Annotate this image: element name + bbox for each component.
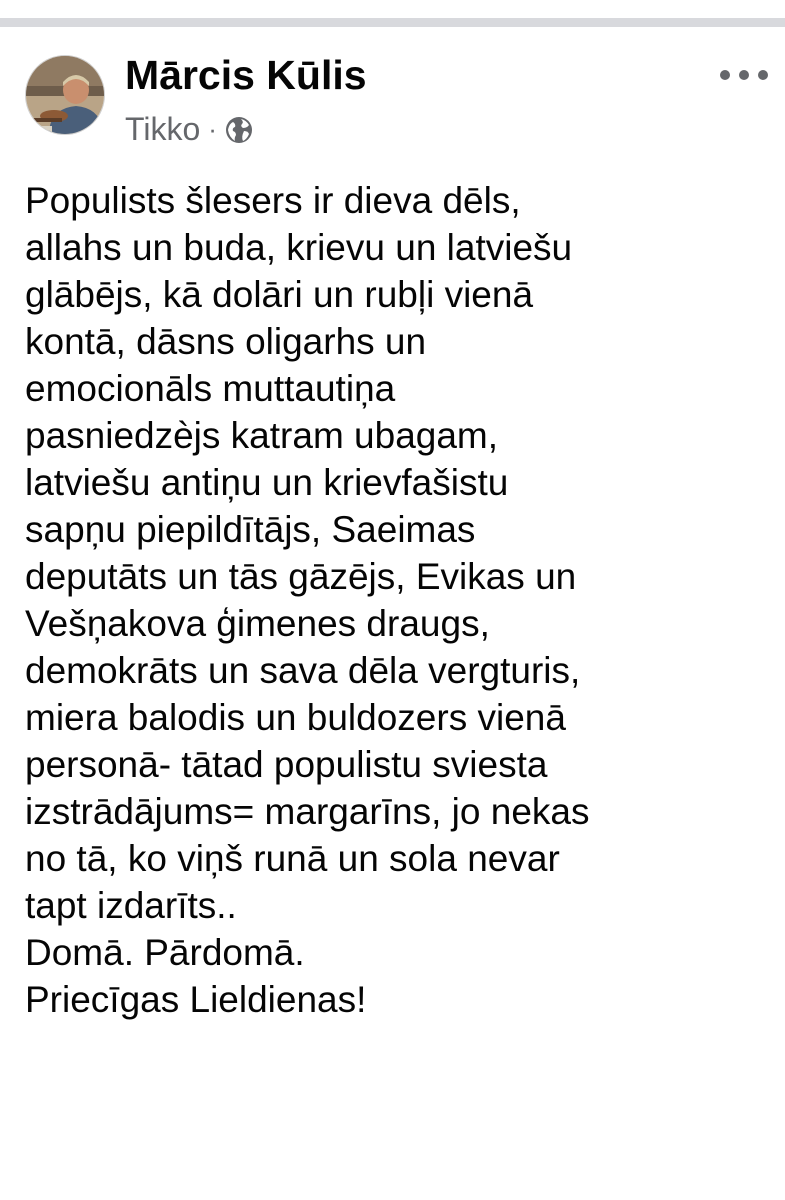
post-line: latviešu antiņu un krievfašistu [25, 462, 509, 503]
post-line: Priecīgas Lieldienas! [25, 979, 367, 1020]
post-line: kontā, dāsns oligarhs un [25, 321, 427, 362]
post-message [25, 177, 775, 1023]
more-options-icon[interactable] [720, 65, 768, 85]
author-avatar[interactable] [25, 55, 105, 135]
post-line: Populists šlesers ir dieva dēls, [25, 180, 521, 221]
post-line: no tā, ko viņš runā un sola nevar [25, 838, 560, 879]
post-line: izstrādājums= margarīns, jo nekas [25, 791, 590, 832]
globe-icon[interactable] [225, 115, 253, 143]
post-meta [125, 109, 253, 149]
post-timestamp[interactable]: Tikko [125, 110, 201, 147]
more-dot [758, 70, 768, 80]
meta-separator: · [208, 113, 217, 144]
author-name[interactable]: Mārcis Kūlis [125, 52, 367, 98]
post-line: deputāts un tās gāzējs, Evikas un [25, 556, 577, 597]
post-line: glābējs, kā dolāri un rubļi vienā [25, 274, 534, 315]
post-line: Vešņakova ģimenes draugs, [25, 603, 490, 644]
post-line: Domā. Pārdomā. [25, 932, 305, 973]
more-dot [720, 70, 730, 80]
post-line: allahs un buda, krievu un latviešu [25, 227, 573, 268]
post-line: sapņu piepildītājs, Saeimas [25, 509, 476, 550]
feed-divider [0, 18, 785, 27]
post-line: pasniedzèjs katram ubagam, [25, 415, 499, 456]
post-line: emocionāls muttautiņa [25, 368, 396, 409]
post-line: demokrāts un sava dēla vergturis, [25, 650, 581, 691]
more-dot [739, 70, 749, 80]
post-line: miera balodis un buldozers vienā [25, 697, 566, 738]
avatar-photo [26, 56, 105, 135]
facebook-post [0, 27, 785, 1200]
post-line: personā- tātad populistu sviesta [25, 744, 548, 785]
post-line: tapt izdarīts.. [25, 885, 237, 926]
